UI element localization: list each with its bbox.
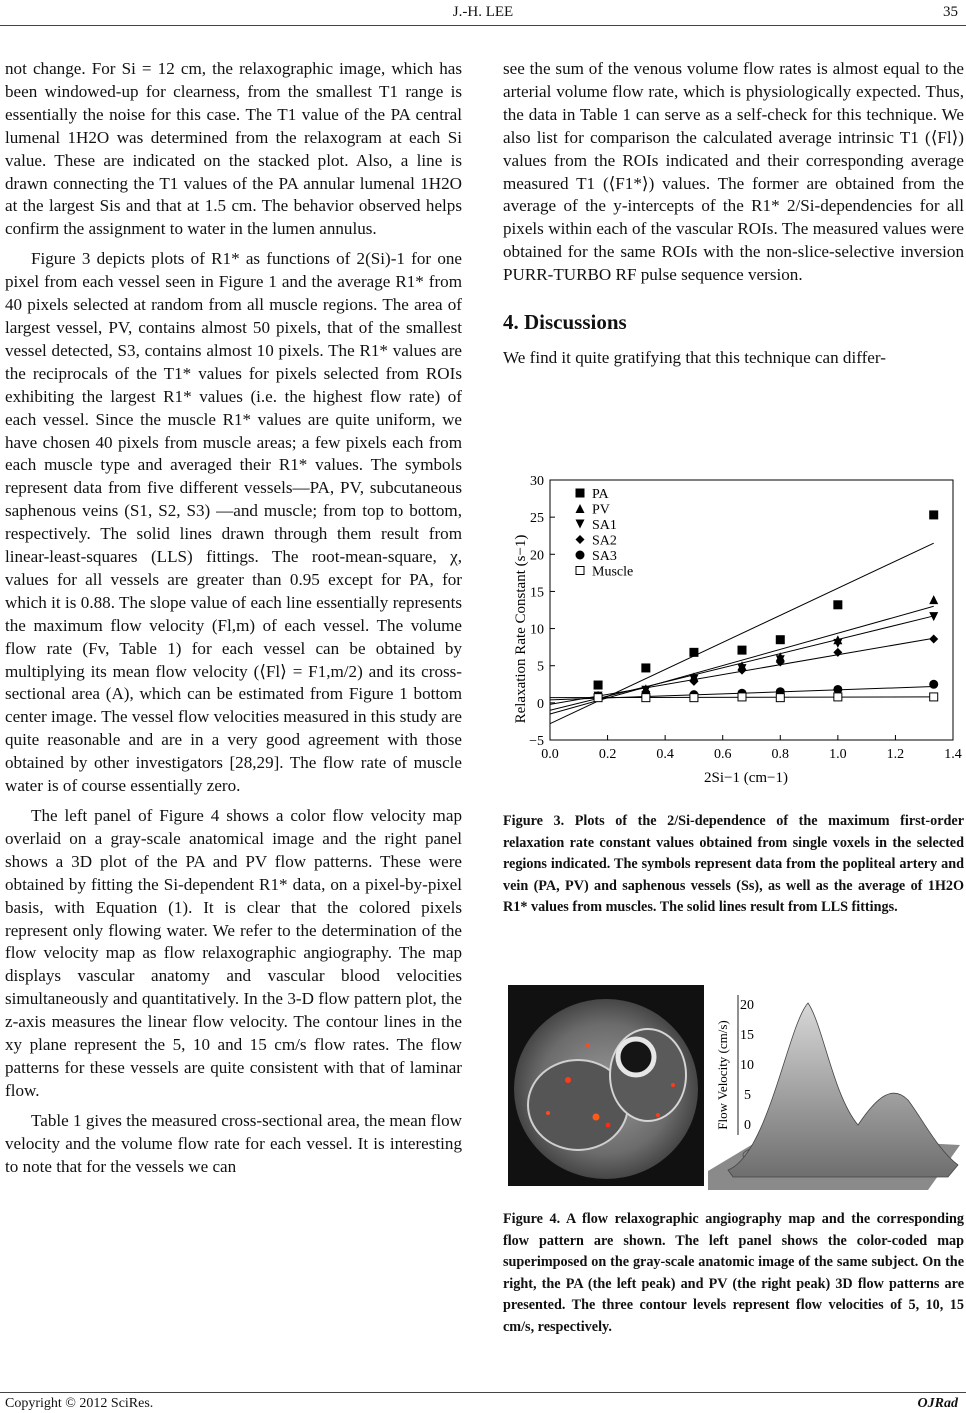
data-point-muscle <box>834 693 842 701</box>
z-tick-label: 10 <box>740 1058 754 1073</box>
data-point-pa <box>641 663 650 672</box>
paragraph: Figure 3 depicts plots of R1* as functions of 2(Si)-1 for one pixel from each vessel seen in Figure 1 and the average R1* from 40 pixels selected at random from all muscle regions. The area of largest vessel, PV, contains almost 50 pixels, that of the smallest vessel detected, S3, contains almost 10 pixels. The R1* values are the reciprocals of the T1* values for pixels selected from ROIs exhibiting the largest R1* values (i.e. the highest flow rate) of each vessel. Since the muscle R1* values are quite uniform, we have chosen 40 pixels from muscle areas; a few pixels each from each muscle type and averaged their R1* values. The symbols represent data from five different vessels—PA, PV, subcutaneous saphenous veins (S1, S2, S3) —and muscle; from top to bottom, respectively. The solid lines drawn through them result from linear-least-squares (LLS) fittings. The root-mean-square, χ, values for all vessels are greater than 0.95 except for PA, for which it is 0.88. The slope value of each line essentially represents the maximum flow velocity (Fl,m) of each vessel. The volume flow rate (Fv, Table 1) for each vessel can be obtained by multiplying its mean flow velocity (⟨Fl⟩ = F1,m/2) and its cross-sectional area (A), which can be estimated from Figure 1 bottom center image. The vessel flow velocities measured in this study are quite reasonable and are in a very good agreement with those obtained by other investigators [28,29]. The flow rate of muscle water is of course essentially zero. <box>5 249 462 796</box>
section-heading: 4. Discussions <box>503 310 627 335</box>
data-point-pa <box>738 646 747 655</box>
x-tick-label: 1.0 <box>829 747 847 762</box>
paragraph: not change. For Si = 12 cm, the relaxographic image, which has been windowed-up for clearness, from the smallest T1 range is essentially the noise for this case. The T1 value of the PA central lumenal 1H2O was determined from the relaxogram at each Si value. These are indicated on the stacked plot. Also, a line is drawn connecting the T1 values of the PA annular lumenal 1H2O at the largest Sis and that at 1.5 cm. The behavior observed helps confirm the assignment to water in the lumen annulus. <box>5 59 462 239</box>
data-point-muscle <box>642 694 650 702</box>
y-tick-label: 20 <box>530 548 544 564</box>
anatomical-flow-map <box>508 985 704 1186</box>
data-point-sa3 <box>929 680 938 689</box>
data-point-pa <box>833 600 842 609</box>
data-point-sa2 <box>738 666 747 675</box>
data-point-pa <box>689 648 698 657</box>
z-tick-label: 5 <box>744 1088 751 1103</box>
data-point-muscle <box>690 694 698 702</box>
data-point-sa2 <box>689 677 698 686</box>
header-rule <box>0 25 966 26</box>
legend-label-muscle: Muscle <box>592 564 634 580</box>
footer-rule <box>0 1392 966 1393</box>
data-point-muscle <box>930 693 938 701</box>
y-tick-label: 5 <box>537 659 544 675</box>
legend <box>576 487 634 580</box>
legend-marker-pv <box>576 504 585 513</box>
page-header <box>0 2 966 24</box>
data-point-muscle <box>738 693 746 701</box>
data-point-pv <box>929 595 938 604</box>
legend-label-pv: PV <box>592 502 610 518</box>
data-point-pa <box>929 510 938 519</box>
right-column <box>503 58 964 370</box>
x-tick-label: 0.6 <box>713 747 732 762</box>
z-axis-label: Flow Velocity (cm/s) <box>715 1020 730 1130</box>
paragraph: We find it quite gratifying that this technique can differ- <box>503 348 886 368</box>
data-point-muscle <box>594 694 602 702</box>
y-tick-label: 10 <box>530 622 544 638</box>
y-tick-label: 30 <box>530 474 544 489</box>
figure-4-image <box>508 985 960 1190</box>
y-tick-label: 15 <box>530 585 544 601</box>
x-tick-label: 1.2 <box>886 747 905 762</box>
z-tick-label: 20 <box>740 998 754 1013</box>
legend-label-sa1: SA1 <box>592 518 617 533</box>
data-point-sa2 <box>929 634 938 643</box>
left-column <box>5 58 462 1179</box>
legend-marker-muscle <box>576 567 584 575</box>
y-tick-label: 25 <box>530 511 544 527</box>
page-number: 35 <box>943 4 958 20</box>
3d-flow-pattern <box>708 995 960 1190</box>
paragraph: Table 1 gives the measured cross-sectional area, the mean flow velocity and the volume flow rate for each vessel. It is interesting to note that for the vessels we can <box>5 1110 462 1176</box>
y-tick-label: −5 <box>529 734 544 749</box>
figure-3-chart <box>503 467 965 797</box>
journal-name: OJRad <box>917 1396 958 1411</box>
legend-marker-sa3 <box>576 551 585 560</box>
x-tick-label: 0.0 <box>541 747 559 762</box>
legend-label-sa3: SA3 <box>592 549 617 564</box>
legend-label-pa: PA <box>592 487 609 502</box>
legend-marker-pa <box>576 489 585 498</box>
paragraph: see the sum of the venous volume flow rates is almost equal to the arterial volume flow rate, which is physiologically expected. Thus, the data in Table 1 can serve as a self-check for this technique. We also list for comparison the calculated average intrinsic T1 (⟨Fl⟩) values from the ROIs indicated and their corresponding average measured T1 (⟨F1*⟩) values. The former are obtained from the average of the y-intercepts of the R1* 2/Si-dependencies for all pixels within each of the vascular ROIs. The measured values were obtained for the same ROIs with the non-slice-selective inversion PURR-TURBO RF pulse sequence version. <box>503 59 964 285</box>
z-tick-label: 0 <box>744 1118 751 1133</box>
y-axis-label: Relaxation Rate Constant (s−1) <box>513 534 529 724</box>
y-tick-label: 0 <box>537 696 544 712</box>
copyright-notice: Copyright © 2012 SciRes. <box>5 1396 154 1411</box>
x-axis-label: 2Si−1 (cm−1) <box>704 770 788 786</box>
x-tick-label: 0.8 <box>771 747 790 762</box>
paragraph: The left panel of Figure 4 shows a color flow velocity map overlaid on a gray-scale anatomical image and the right panel shows a 3D plot of the PA and PV flow patterns. These were obtained by fitting the Si-dependent R1* data, on a pixel-by-pixel basis, with Equation (1). It is clear that the colored pixels represent only flowing water. We refer to the determination of the flow velocity map as flow relaxographic angiography. The map displays vascular anatomy and vascular blood velocities simultaneously and quantitatively. In the 3-D flow pattern plot, the z-axis measures the linear flow velocity. The contour lines in the xy plane represent the 5, 10 and 15 cm/s flow rates. The flow patterns for these vessels are quite consistent with that of laminar flow. <box>5 806 462 1100</box>
figure-4-caption: Figure 4. A flow relaxographic angiography map and the corresponding flow pattern are shown. The left panel shows the color-coded map superimposed on the gray-scale anatomic image of the same subject. On the right, the PA (the left peak) and PV (the right peak) 3D flow patterns are presented. The three contour levels represent flow velocities of 5, 10, 15 cm/s, respectively. <box>503 1211 964 1335</box>
data-point-pa <box>776 635 785 644</box>
data-points <box>594 510 939 701</box>
x-tick-label: 0.4 <box>656 747 674 762</box>
data-point-pa <box>594 681 603 690</box>
legend-marker-sa1 <box>576 520 585 529</box>
x-tick-label: 0.2 <box>598 747 617 762</box>
data-point-muscle <box>776 694 784 702</box>
figure-3-caption: Figure 3. Plots of the 2/Si-dependence of the maximum first-order relaxation rate constant values obtained from single voxels in the selected regions indicated. The symbols represent data from the popliteal artery and vein (PA, PV) and saphenous vessels (Ss), as well as the average of 1H2O R1* values from muscles. The solid lines result from LLS fittings. <box>503 813 964 915</box>
running-title: J.-H. LEE <box>452 4 514 20</box>
legend-label-sa2: SA2 <box>592 533 617 549</box>
z-tick-label: 15 <box>740 1028 754 1043</box>
legend-marker-sa2 <box>576 535 585 544</box>
x-tick-label: 1.4 <box>944 747 962 762</box>
